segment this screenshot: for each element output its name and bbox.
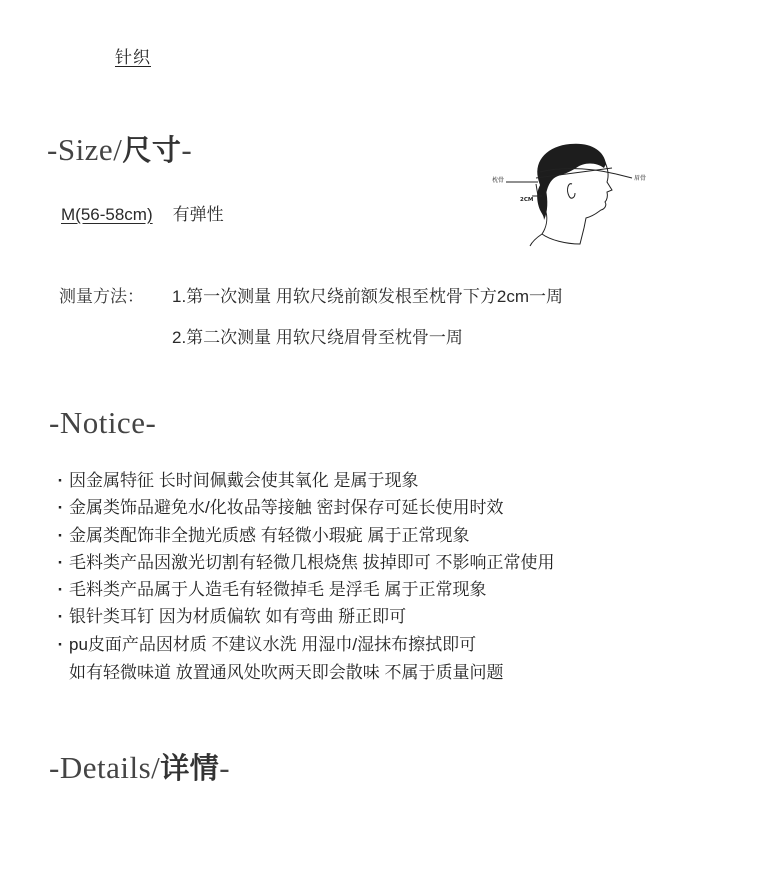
notice-item-continuation: 如有轻微味道 放置通风处吹两天即会散味 不属于质量问题: [69, 663, 504, 682]
elastic-note: 有弹性: [172, 205, 224, 224]
bullet-icon: ·: [57, 607, 64, 627]
bullet-icon: ·: [57, 498, 64, 518]
measurement-step-1: 1.第一次测量 用软尺绕前额发根至枕骨下方2cm一周: [172, 287, 564, 306]
notice-item: · 毛料类产品因激光切割有轻微几根烧焦 拔掉即可 不影响正常使用: [52, 549, 554, 576]
bullet-icon: ·: [57, 525, 64, 545]
bullet-icon: ·: [57, 471, 64, 490]
material-label: 针织: [115, 48, 151, 67]
notice-item: · 金属类配饰非全抛光质感 有轻微小瑕疵 属于正常现象: [52, 522, 554, 549]
size-heading-en: -Size/: [47, 132, 123, 167]
bullet-icon: ·: [57, 552, 64, 572]
details-heading-end: -: [219, 750, 231, 785]
head-measurement-diagram: [486, 138, 656, 250]
brow-label: 眉骨: [634, 175, 647, 182]
size-heading: [47, 128, 192, 169]
notice-item: · 因金属特征 长时间佩戴会使其氧化 是属于现象: [52, 467, 554, 494]
measurement-step-2: 2.第二次测量 用软尺绕眉骨至枕骨一周: [172, 328, 463, 347]
notice-item: · 金属类饰品避免水/化妆品等接触 密封保存可延长使用时效: [52, 494, 554, 521]
two-cm-label: 2CM: [520, 197, 534, 203]
size-spec: [61, 200, 224, 225]
details-heading-en: -Details/: [49, 750, 161, 785]
notice-item: · pu皮面产品因材质 不建议水洗 用湿巾/湿抹布擦拭即可: [52, 631, 554, 658]
notice-item: · 毛料类产品属于人造毛有轻微掉毛 是浮毛 属于正常现象: [52, 576, 554, 603]
occipital-label: 枕骨: [492, 177, 505, 184]
notice-item: · 银针类耳钉 因为材质偏软 如有弯曲 掰正即可: [52, 603, 554, 630]
bullet-icon: ·: [57, 634, 64, 654]
size-heading-cn: 尺寸: [122, 133, 182, 167]
notice-heading: -Notice-: [49, 405, 157, 440]
measurement-label: 测量方法：: [59, 287, 144, 306]
notice-list: [52, 467, 554, 658]
bullet-icon: ·: [57, 580, 64, 600]
details-heading-cn: 详情: [160, 751, 220, 785]
size-heading-end: -: [181, 132, 193, 167]
size-value: M(56-58cm): [61, 205, 153, 224]
measuring-tape: [506, 168, 632, 196]
details-heading: [49, 746, 230, 787]
